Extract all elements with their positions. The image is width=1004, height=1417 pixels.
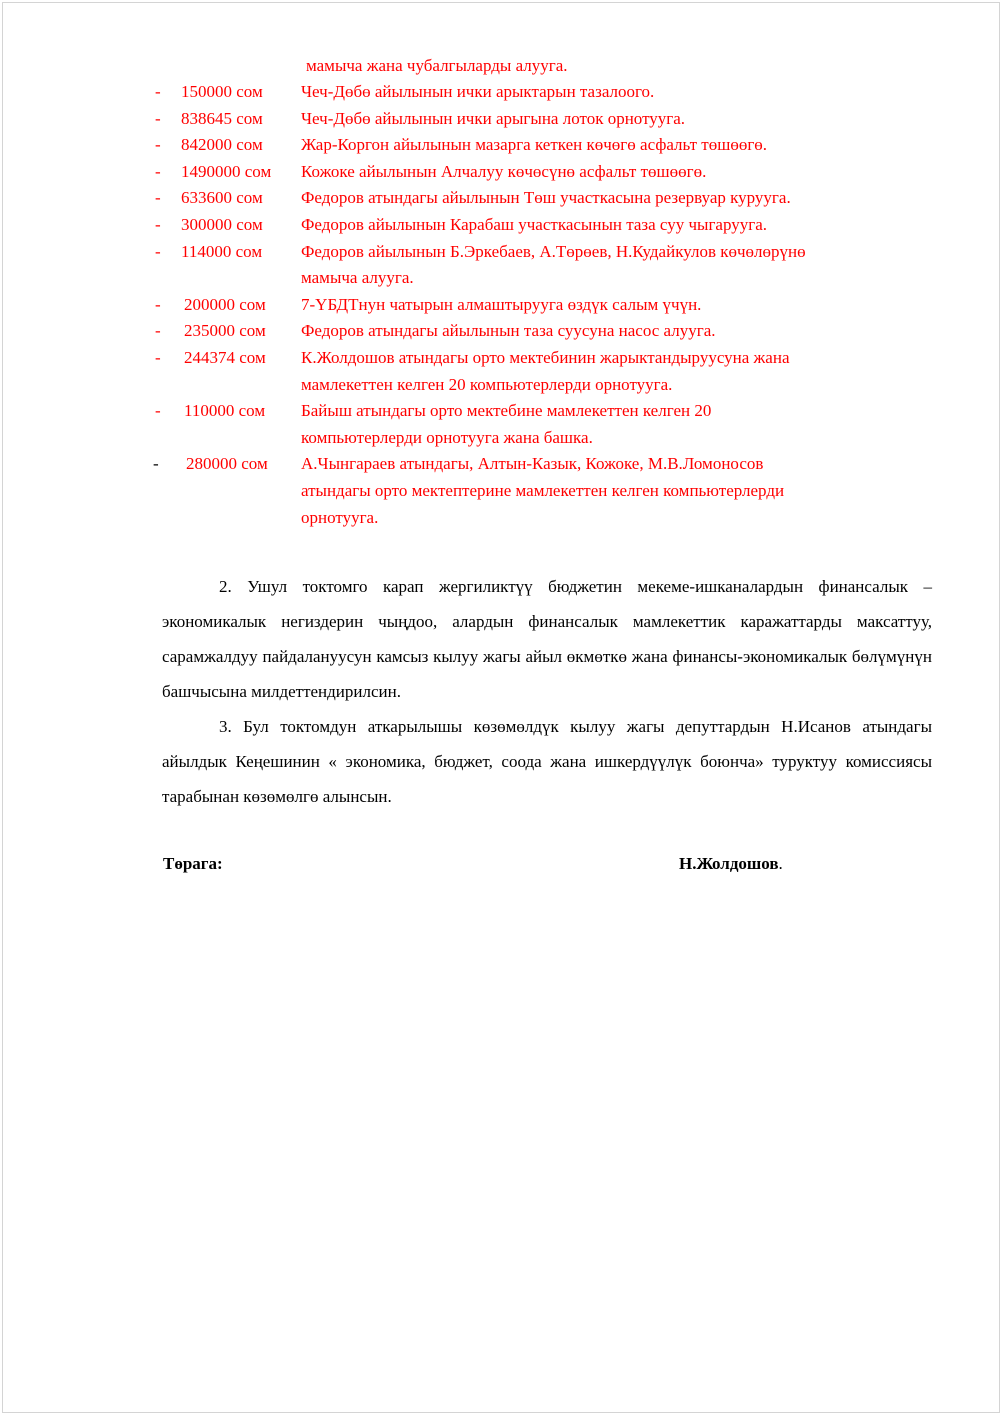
expense-item xyxy=(3,292,1003,319)
expense-description xyxy=(301,185,941,212)
list-dash: - xyxy=(153,454,159,474)
description-line: Федоров атындагы айылынын Төш участкасына резервуар курууга. xyxy=(301,188,791,208)
expense-description xyxy=(301,79,941,106)
description-line: компьютерлерди орнотууга жана башка. xyxy=(301,427,593,447)
expense-amount: 280000 сом xyxy=(186,454,268,474)
list-continuation-line: мамыча жана чубалгыларды алууга. xyxy=(306,56,568,75)
expense-description xyxy=(301,398,941,451)
signature-name: Н.Жолдошов xyxy=(679,854,779,873)
expense-item xyxy=(3,79,1003,106)
description-line: мамыча алууга. xyxy=(301,268,414,288)
expense-amount: 235000 сом xyxy=(184,321,266,341)
expense-amount: 110000 сом xyxy=(184,401,266,421)
description-line: Чеч-Дөбө айылынын ички арыгына лоток орнотууга. xyxy=(301,108,686,128)
list-dash: - xyxy=(155,214,161,234)
expense-description xyxy=(301,451,941,531)
list-dash: - xyxy=(155,241,161,261)
expense-amount: 200000 сом xyxy=(184,294,266,314)
expense-item xyxy=(3,212,1003,239)
expense-description xyxy=(301,212,941,239)
expense-item xyxy=(3,398,1003,451)
expense-item xyxy=(3,451,1003,531)
document-page xyxy=(2,2,1000,1413)
list-dash: - xyxy=(155,135,161,155)
expense-amount: 114000 сом xyxy=(181,241,263,261)
list-dash: - xyxy=(155,161,161,181)
description-line: Федоров айылынын Б.Эркебаев, А.Төрөев, Н.Кудайкулов көчөлөрүнө xyxy=(301,241,806,261)
list-dash: - xyxy=(155,82,161,101)
description-line: Федоров атындагы айылынын таза суусуна насос алууга. xyxy=(301,321,716,341)
expense-item xyxy=(3,159,1003,186)
expense-item xyxy=(3,239,1003,292)
description-line: Байыш атындагы орто мектебине мамлекеттен келген 20 xyxy=(301,401,712,421)
expense-description xyxy=(301,159,941,186)
expense-description xyxy=(301,132,941,159)
signature-name-dot: . xyxy=(778,854,783,873)
signature-title: Төрага: xyxy=(163,854,223,873)
expense-amount: 1490000 сом xyxy=(181,161,272,181)
expense-description xyxy=(301,318,941,345)
expense-description xyxy=(301,345,941,398)
expense-description xyxy=(301,292,941,319)
description-line: А.Чынгараев атындагы, Алтын-Казык, Кожоке, М.В.Ломоносов xyxy=(301,454,764,474)
list-dash: - xyxy=(155,401,161,421)
list-dash: - xyxy=(155,188,161,208)
expense-amount: 842000 сом xyxy=(181,135,263,155)
list-dash: - xyxy=(155,108,161,128)
expense-description xyxy=(301,106,941,133)
description-line: Кожоке айылынын Алчалуу көчөсүнө асфальт төшөөгө. xyxy=(301,161,707,181)
expense-amount: 244374 сом xyxy=(184,347,266,367)
list-dash: - xyxy=(155,347,161,367)
expense-amount: 838645 сом xyxy=(181,108,263,128)
description-line: 7-ҮБДТнун чатырын алмаштырууга өздүк салым үчүн. xyxy=(301,294,702,314)
signature-name-block xyxy=(679,851,783,877)
paragraph-2: 2. Ушул токтомго карап жергиликтүү бюджетин мекеме-ишканалардын финансалык – экономикалык негиздерин чыңдоо, алардын финансалык мамлекеттик каражаттарды максаттуу, сарамжалдуу пайдалануусун камсыз кылуу жагы айыл өкмөткө жана финансы-экономикалык бөлүмүнүн башчысына милдеттендирилсин. xyxy=(162,577,932,701)
expense-item xyxy=(3,318,1003,345)
description-line: Федоров айылынын Карабаш участкасынын таза суу чыгарууга. xyxy=(301,214,768,234)
expense-description xyxy=(301,239,941,292)
expense-item xyxy=(3,345,1003,398)
expense-amount: 150000 сом xyxy=(181,82,263,101)
description-line: Жар-Коргон айылынын мазарга кеткен көчөгө асфальт төшөөгө. xyxy=(301,135,768,155)
description-line: Чеч-Дөбө айылынын ички арыктарын тазалоого. xyxy=(301,82,655,101)
description-line: мамлекеттен келген 20 компьютерлерди орнотууга. xyxy=(301,374,673,394)
list-dash: - xyxy=(155,321,161,341)
description-line: орнотууга. xyxy=(301,507,379,527)
expense-item xyxy=(3,132,1003,159)
description-line: атындагы орто мектептерине мамлекеттен келген компьютерлерди xyxy=(301,480,785,500)
expense-list xyxy=(3,79,1003,531)
expense-amount: 633600 сом xyxy=(181,188,263,208)
expense-item xyxy=(3,185,1003,212)
expense-item xyxy=(3,106,1003,133)
paragraph-3: 3. Бул токтомдун аткарылышы көзөмөлдүк кылуу жагы депуттардын Н.Исанов атындагы айылдык Кеңешинин « экономика, бюджет, соода жана ишкердүүлүк боюнча» туруктуу комиссиясы тарабынан көзөмөлгө алынсын. xyxy=(162,717,932,806)
description-line: К.Жолдошов атындагы орто мектебинин жарыктандыруусуна жана xyxy=(301,347,790,367)
list-dash: - xyxy=(155,294,161,314)
expense-amount: 300000 сом xyxy=(181,214,263,234)
